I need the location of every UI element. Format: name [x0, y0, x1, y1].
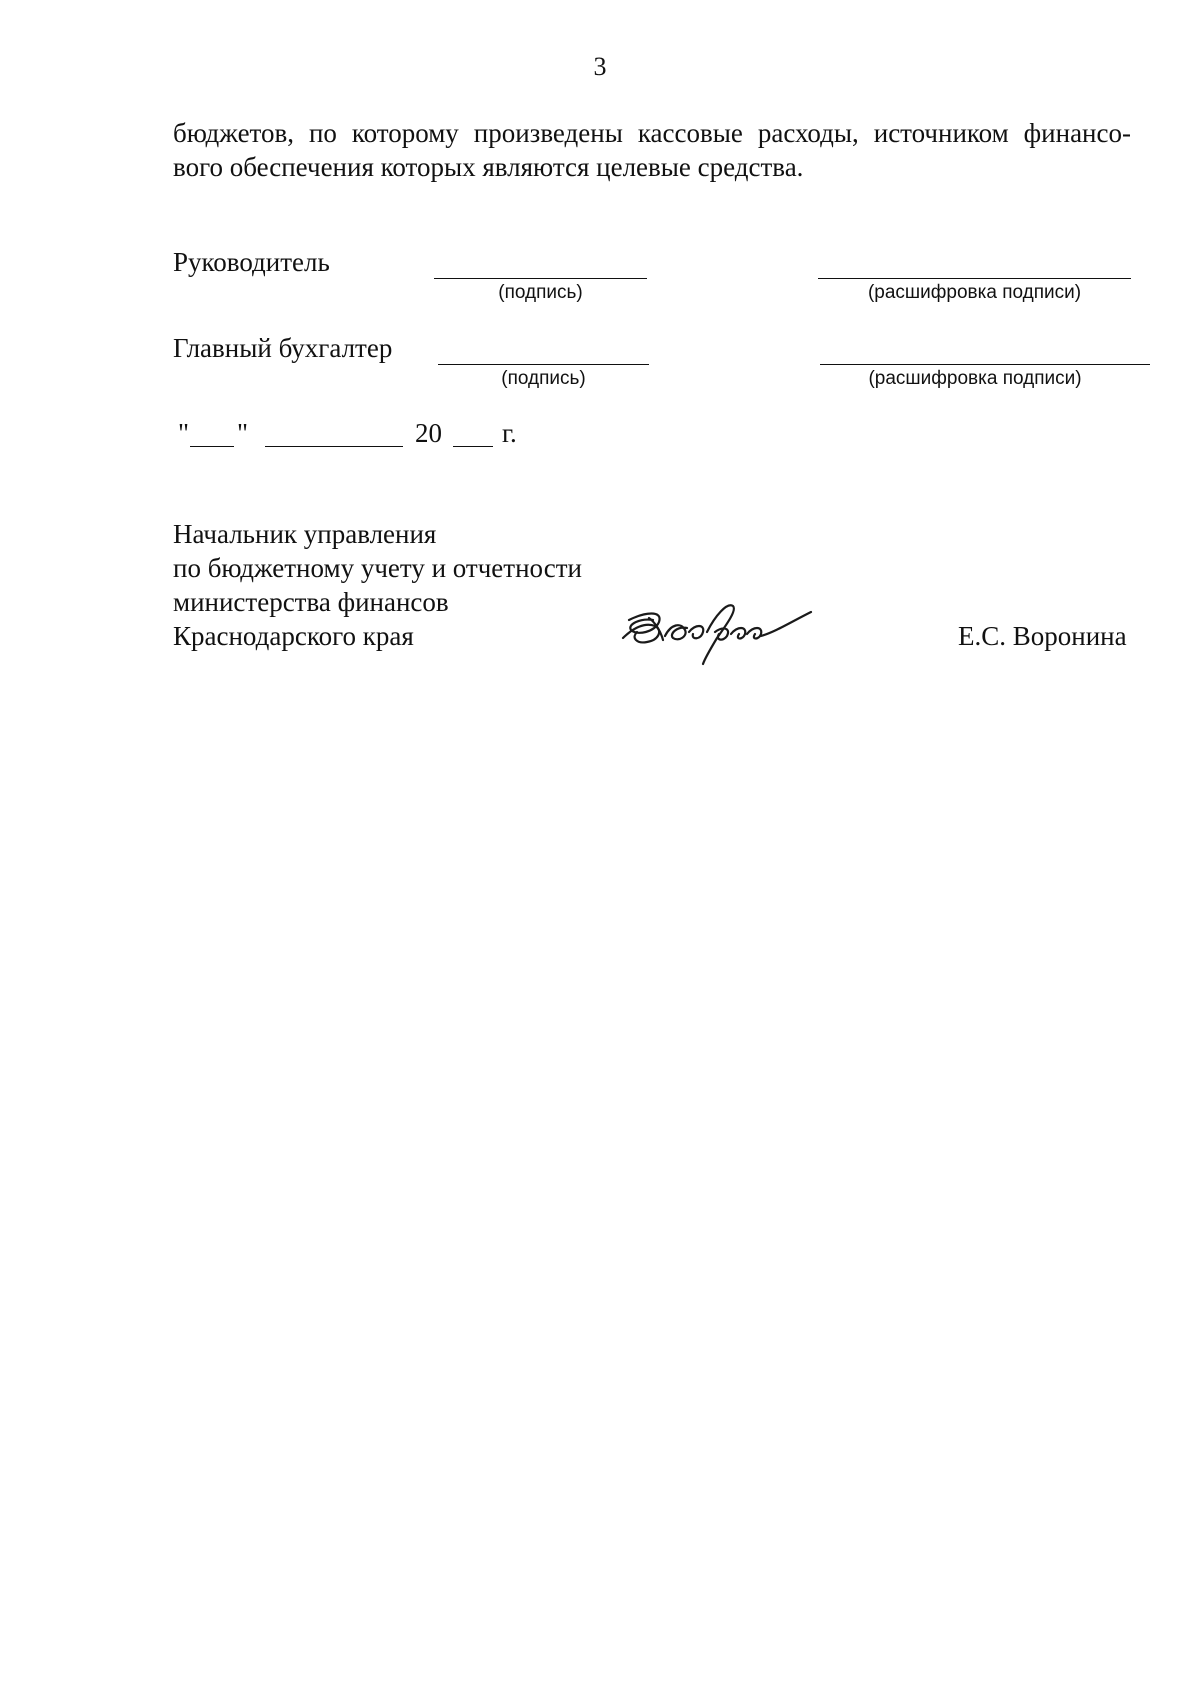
date-quote-open: " — [178, 418, 190, 448]
chief-accountant-transcript-caption: (расшифровка подписи) — [868, 368, 1082, 389]
date-year-suffix: г. — [502, 418, 517, 448]
chief-accountant-transcript-line[interactable] — [820, 364, 1150, 365]
chief-accountant-signature-caption: (подпись) — [501, 368, 586, 389]
handwritten-signature — [615, 592, 815, 672]
head-signature-line[interactable] — [434, 278, 647, 279]
date-month-blank[interactable] — [265, 446, 403, 447]
position-line-3: министерства финансов — [173, 587, 449, 617]
body-text-line-1: бюджетов, по которому произведены кассовые расходы, источником финансо- — [173, 118, 1131, 148]
body-text-line-2: вого обеспечения которых являются целевые средства. — [173, 152, 804, 182]
head-label: Руководитель — [173, 247, 330, 277]
date-year-blank[interactable] — [453, 446, 493, 447]
signer-name: Е.С. Воронина — [958, 621, 1127, 651]
head-transcript-caption: (расшифровка подписи) — [867, 282, 1082, 303]
position-line-4: Краснодарского края — [173, 621, 414, 651]
position-line-1: Начальник управления — [173, 519, 437, 549]
date-quote-close: " — [237, 418, 249, 448]
chief-accountant-signature-line[interactable] — [438, 364, 649, 365]
chief-accountant-label: Главный бухгалтер — [173, 333, 393, 363]
position-line-2: по бюджетному учету и отчетности — [173, 553, 582, 583]
head-signature-caption: (подпись) — [498, 282, 583, 303]
page-number: 3 — [593, 52, 607, 81]
date-day-blank[interactable] — [190, 446, 234, 447]
head-transcript-line[interactable] — [818, 278, 1131, 279]
date-year-prefix: 20 — [415, 418, 442, 448]
